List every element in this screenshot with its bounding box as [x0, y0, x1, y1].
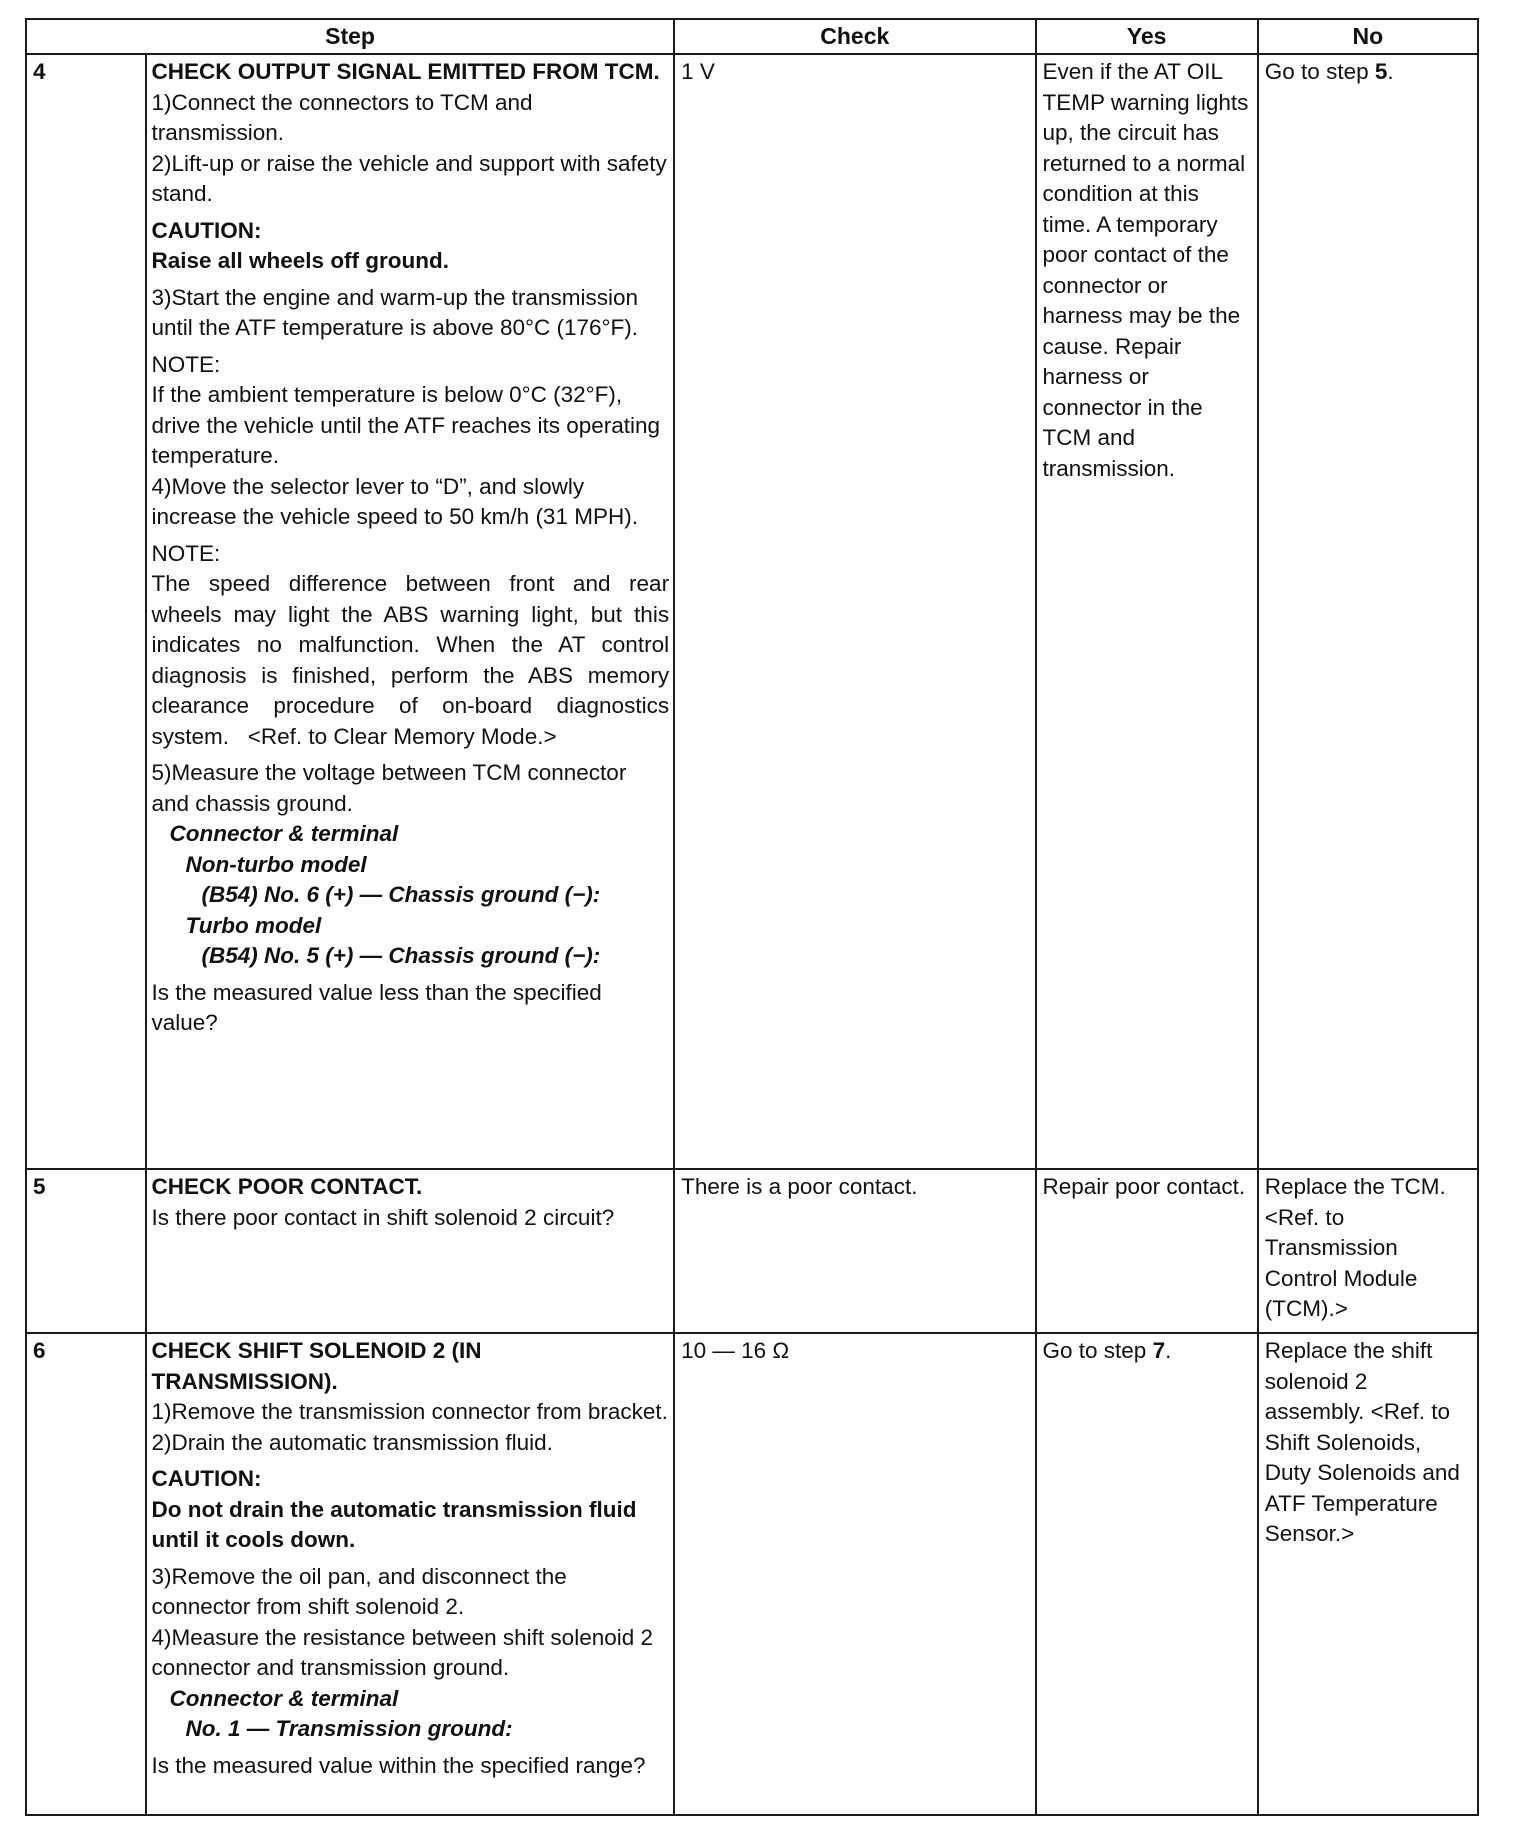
yes-text-suffix: . — [1165, 1338, 1172, 1363]
step-instruction: 3)Start the engine and warm-up the transmission until the ATF temperature is above 80°C (176°F). — [151, 284, 639, 340]
step-instruction: 5)Measure the voltage between TCM connector and chassis ground. — [151, 760, 627, 816]
step-instruction: 2)Drain the automatic transmission fluid. — [151, 1429, 553, 1455]
step-instruction: 3)Remove the oil pan, and disconnect the connector from shift solenoid 2. — [151, 1563, 567, 1619]
diagnostic-table — [25, 18, 1479, 1816]
no-cell: Replace the TCM. <Ref. to Transmission Control Module (TCM).> — [1258, 1169, 1478, 1333]
step-title: CHECK OUTPUT SIGNAL EMITTED FROM TCM. — [151, 59, 660, 84]
model-label-nonturbo: Non-turbo model — [185, 851, 367, 877]
step-instruction: 1)Remove the transmission connector from bracket. — [151, 1399, 668, 1424]
step-description — [146, 54, 674, 1169]
model-label-turbo: Turbo model — [185, 912, 322, 938]
step-instruction: 1)Connect the connectors to TCM and transmission. — [151, 89, 533, 145]
table-row — [26, 1169, 1478, 1333]
step-question: Is the measured value within the specified range? — [151, 1752, 646, 1778]
header-yes: Yes — [1036, 19, 1258, 54]
note-text: If the ambient temperature is below 0°C (32°F), drive the vehicle until the ATF reaches its operating temperature. — [151, 382, 661, 468]
no-text-suffix: . — [1387, 59, 1394, 84]
connector-terminal-label: Connector & terminal — [169, 1685, 399, 1711]
connector-terminal-label: Connector & terminal — [169, 821, 399, 846]
check-cell: 1 V — [674, 54, 1035, 1169]
step-number: 4 — [26, 54, 146, 1169]
step-instruction: 2)Lift-up or raise the vehicle and support with safety stand. — [151, 150, 667, 206]
step-description — [146, 1169, 674, 1333]
table-row — [26, 1333, 1478, 1815]
header-no: No — [1258, 19, 1478, 54]
step-instruction: 4)Move the selector lever to “D”, and slowly increase the vehicle speed to 50 km/h (31 MPH). — [151, 473, 638, 529]
no-cell: Replace the shift solenoid 2 assembly. <Ref. to Shift Solenoids, Duty Solenoids and ATF Temperature Sensor.> — [1258, 1333, 1478, 1815]
step-number: 6 — [26, 1333, 146, 1815]
terminal-spec: (B54) No. 5 (+) — Chassis ground (−): — [201, 943, 601, 968]
yes-text: Go to step — [1042, 1338, 1153, 1363]
terminal-spec: No. 1 — Transmission ground: — [185, 1716, 513, 1741]
no-cell — [1258, 54, 1478, 1169]
step-description — [146, 1333, 674, 1815]
check-cell: 10 — 16 Ω — [674, 1333, 1035, 1815]
yes-cell — [1036, 1333, 1258, 1815]
caution-label: CAUTION: — [151, 217, 262, 243]
yes-cell: Repair poor contact. — [1036, 1169, 1258, 1333]
terminal-spec: (B54) No. 6 (+) — Chassis ground (−): — [201, 882, 601, 907]
header-row — [26, 19, 1478, 54]
header-check: Check — [674, 19, 1035, 54]
step-number: 5 — [26, 1169, 146, 1333]
caution-text: Do not drain the automatic transmission fluid until it cools down. — [151, 1496, 637, 1552]
check-cell: There is a poor contact. — [674, 1169, 1035, 1333]
step-title: CHECK SHIFT SOLENOID 2 (IN TRANSMISSION). — [151, 1338, 482, 1394]
step-reference: 7 — [1152, 1338, 1166, 1363]
caution-text: Raise all wheels off ground. — [151, 248, 450, 273]
note-label: NOTE: — [151, 540, 221, 566]
step-title: CHECK POOR CONTACT. — [151, 1174, 423, 1199]
no-text: Go to step — [1264, 59, 1375, 84]
step-question: Is the measured value less than the specified value? — [151, 979, 602, 1035]
header-step: Step — [26, 19, 674, 54]
step-instruction: 4)Measure the resistance between shift solenoid 2 connector and transmission ground. — [151, 1624, 654, 1680]
note-text: The speed difference between front and rear wheels may light the ABS warning light, but this indicates no malfunction. When the AT control diagnosis is finished, perform the ABS memory clearance procedure of on-board diagnostics system. <Ref. to Clear Memory Mode.> — [151, 571, 676, 749]
table-row — [26, 54, 1478, 1169]
step-reference: 5 — [1374, 59, 1388, 84]
caution-label: CAUTION: — [151, 1466, 262, 1491]
step-question: Is there poor contact in shift solenoid 2 circuit? — [151, 1204, 615, 1230]
note-label: NOTE: — [151, 351, 221, 377]
yes-cell: Even if the AT OIL TEMP warning lights up, the circuit has returned to a normal condition at this time. A temporary poor contact of the connector or harness may be the cause. Repair harness or connector in the TCM and transmission. — [1036, 54, 1258, 1169]
